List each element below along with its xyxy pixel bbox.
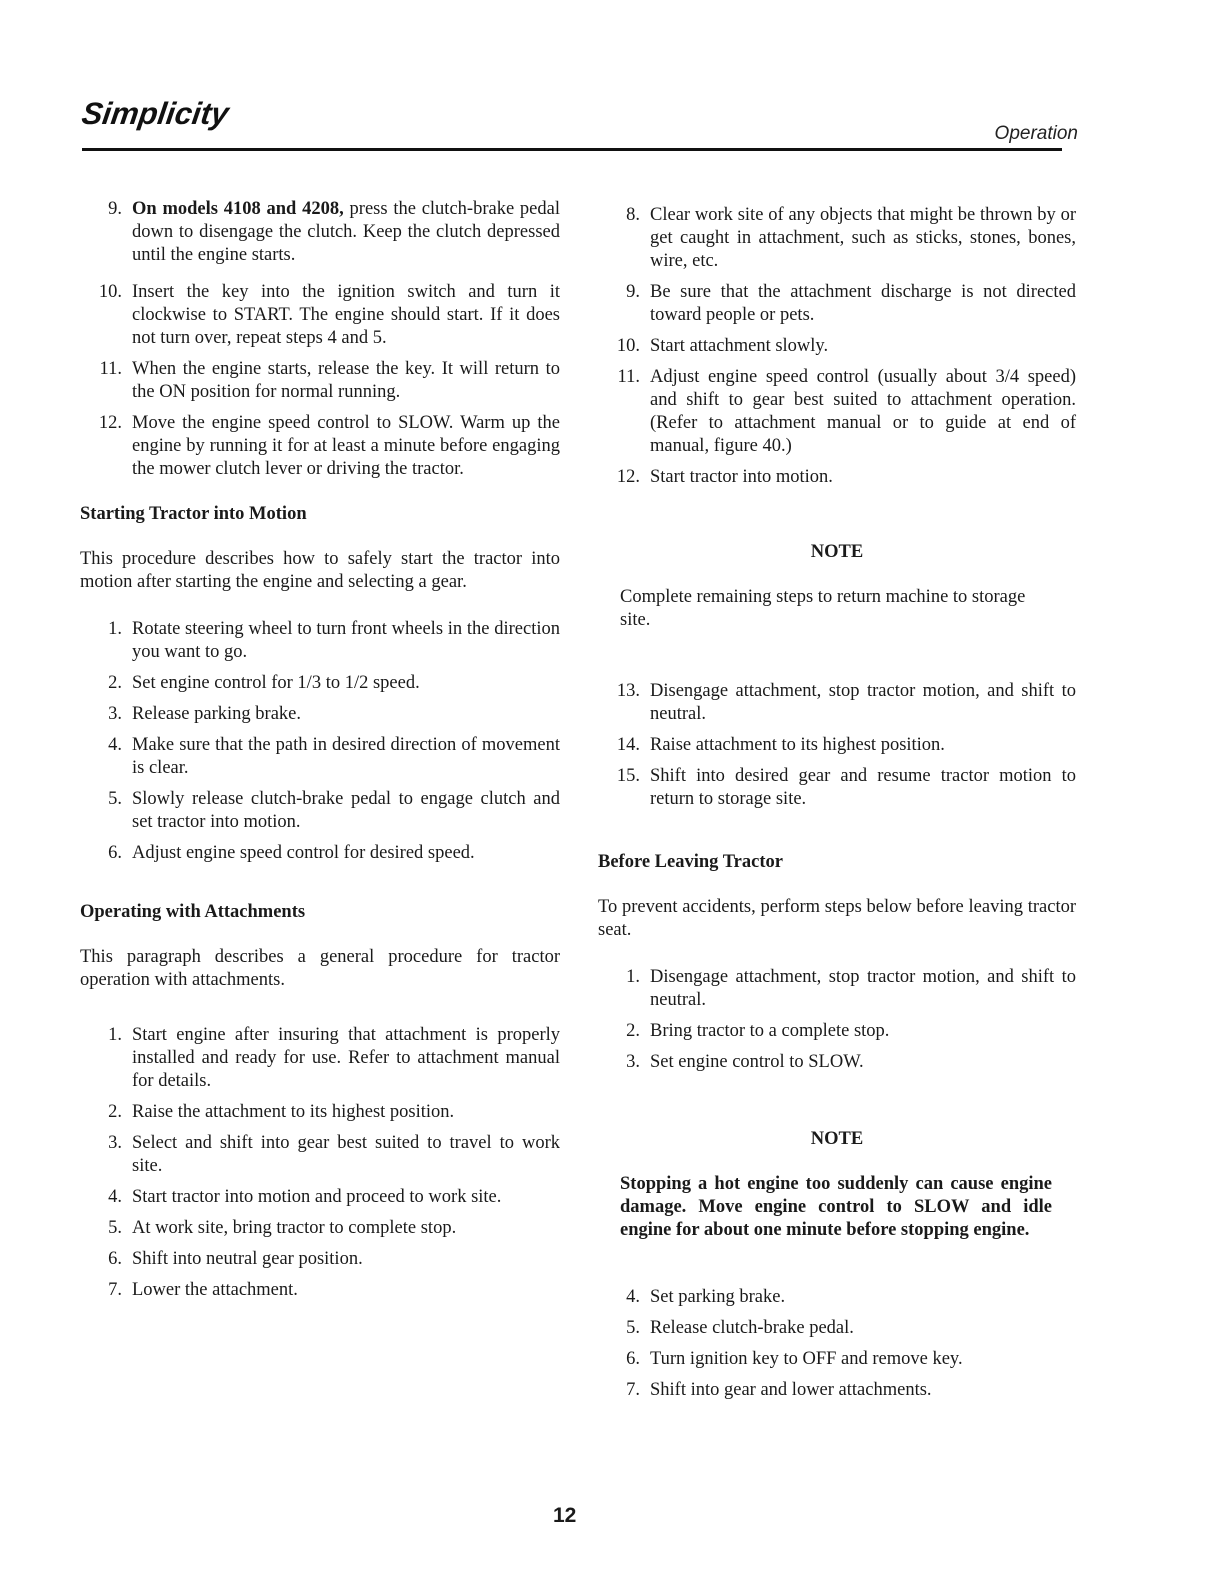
step-number: 11. (617, 367, 640, 387)
note-text: Complete remaining steps to return machine to storage site. (620, 587, 1026, 630)
step-text: Adjust engine speed control for desired speed. (132, 843, 475, 863)
step-number: 6. (108, 843, 122, 863)
attachment-steps-list (80, 1024, 560, 1302)
step-number: 5. (626, 1318, 640, 1338)
step-text: Set engine control to SLOW. (650, 1052, 864, 1072)
leaving-heading: Before Leaving Tractor (598, 852, 783, 872)
leaving-steps-list-continued (598, 1286, 1076, 1402)
step-number: 12. (616, 467, 640, 487)
list-item (80, 672, 560, 695)
list-item (80, 1186, 560, 1209)
step-number: 15. (616, 766, 640, 786)
motion-heading: Starting Tractor into Motion (80, 504, 307, 524)
note-label: NOTE (810, 1129, 864, 1149)
step-number: 3. (108, 1133, 122, 1153)
right-column (598, 204, 1076, 1410)
step-text: Disengage attachment, stop tractor motion, and shift to neutral. (650, 967, 1076, 1010)
step-body: press the clutch-brake pedal down to disengage the clutch. Keep the clutch depressed until the engine starts. (132, 199, 560, 265)
step-text: Raise the attachment to its highest position. (132, 1102, 455, 1122)
step-number: 4. (626, 1287, 640, 1307)
step-number: 9. (626, 282, 640, 302)
motion-steps-list (80, 618, 560, 865)
step-number: 4. (108, 1187, 122, 1207)
step-text: Shift into desired gear and resume tractor motion to return to storage site. (650, 766, 1076, 809)
left-column (80, 198, 560, 1310)
step-text: Set parking brake. (650, 1287, 786, 1307)
step-text: Start tractor into motion. (650, 467, 833, 487)
list-item (598, 680, 1076, 726)
leaving-intro: To prevent accidents, perform steps below before leaving tractor seat. (598, 897, 1076, 940)
step-text: Make sure that the path in desired direction of movement is clear. (132, 735, 560, 778)
step-number: 10. (616, 336, 640, 356)
step-text: Bring tractor to a complete stop. (650, 1021, 890, 1041)
step-lead: On models 4108 and 4208, (132, 199, 344, 219)
step-text: Slowly release clutch-brake pedal to engage clutch and set tractor into motion. (132, 789, 560, 832)
list-item (80, 1248, 560, 1271)
list-item (598, 1317, 1076, 1340)
step-number: 12. (98, 413, 122, 433)
list-item (598, 366, 1076, 458)
list-item (598, 734, 1076, 757)
list-item (80, 842, 560, 865)
step-text: Start tractor into motion and proceed to work site. (132, 1187, 502, 1207)
step-text: At work site, bring tractor to complete stop. (132, 1218, 457, 1238)
step-number: 3. (626, 1052, 640, 1072)
step-number: 8. (626, 205, 640, 225)
header-rule (82, 148, 1062, 151)
list-item (80, 703, 560, 726)
step-number: 3. (108, 704, 122, 724)
step-text: Clear work site of any objects that might be thrown by or get caught in attachment, such as sticks, stones, bones, wire, etc. (650, 205, 1076, 271)
step-number: 5. (108, 1218, 122, 1238)
step-text: Set engine control for 1/3 to 1/2 speed. (132, 673, 420, 693)
brand-logo: Simplicity (79, 96, 231, 131)
attachment-steps-continued (598, 204, 1076, 489)
return-steps-list (598, 680, 1076, 811)
note-text: Stopping a hot engine too suddenly can cause engine damage. Move engine control to SLOW and idle engine for about one minute before stopping engine. (620, 1174, 1052, 1240)
page-number: 12 (553, 1504, 577, 1527)
step-number: 7. (626, 1380, 640, 1400)
list-item (598, 466, 1076, 489)
step-text: Rotate steering wheel to turn front wheels in the direction you want to go. (132, 619, 560, 662)
leaving-steps-list (598, 966, 1076, 1074)
motion-intro: This procedure describes how to safely start the tractor into motion after starting the engine and selecting a gear. (80, 549, 560, 592)
list-item (80, 412, 560, 481)
list-item (598, 1379, 1076, 1402)
step-text: Release parking brake. (132, 704, 301, 724)
step-text: Lower the attachment. (132, 1280, 298, 1300)
step-number: 2. (108, 673, 122, 693)
step-text: Turn ignition key to OFF and remove key. (650, 1349, 963, 1369)
list-item (598, 765, 1076, 811)
step-text: Release clutch-brake pedal. (650, 1318, 854, 1338)
step-text: Insert the key into the ignition switch and turn it clockwise to START. The engine should start. If it does not turn over, repeat steps 4 and 5. (132, 282, 560, 348)
list-item (80, 1101, 560, 1124)
step-text: Start attachment slowly. (650, 336, 829, 356)
step-number: 7. (108, 1280, 122, 1300)
list-item (80, 281, 560, 350)
list-item (598, 204, 1076, 273)
list-item (80, 788, 560, 834)
step-number: 1. (108, 619, 122, 639)
step-text: Shift into gear and lower attachments. (650, 1380, 932, 1400)
step-number: 14. (616, 735, 640, 755)
list-item (80, 734, 560, 780)
engine-steps-list (80, 198, 560, 481)
list-item (80, 1024, 560, 1093)
attachments-heading: Operating with Attachments (80, 902, 306, 922)
list-item (598, 1020, 1076, 1043)
step-number: 4. (108, 735, 122, 755)
list-item (598, 1286, 1076, 1309)
step-number: 10. (98, 282, 122, 302)
step-number: 11. (99, 359, 122, 379)
step-number: 1. (108, 1025, 122, 1045)
list-item (598, 281, 1076, 327)
step-number: 5. (108, 789, 122, 809)
step-text (132, 198, 560, 267)
note-label: NOTE (810, 542, 864, 562)
step-number: 2. (108, 1102, 122, 1122)
step-text: Move the engine speed control to SLOW. Warm up the engine by running it for at least a minute before engaging the mower clutch lever or driving the tractor. (132, 413, 560, 479)
step-text: Disengage attachment, stop tractor motion, and shift to neutral. (650, 681, 1076, 724)
step-number: 6. (626, 1349, 640, 1369)
step-number: 1. (626, 967, 640, 987)
step-number: 6. (108, 1249, 122, 1269)
step-text: Be sure that the attachment discharge is not directed toward people or pets. (650, 282, 1076, 325)
list-item (598, 1348, 1076, 1371)
step-text: Raise attachment to its highest position. (650, 735, 945, 755)
section-title: Operation (994, 123, 1078, 144)
list-item (80, 618, 560, 664)
list-item (80, 1279, 560, 1302)
step-text: Select and shift into gear best suited to travel to work site. (132, 1133, 560, 1176)
step-text: Adjust engine speed control (usually about 3/4 speed) and shift to gear best suited to attachment operation. (Refer to attachment manual or to guide at end of manual, figure 40.) (650, 367, 1076, 456)
step-number: 2. (626, 1021, 640, 1041)
step-number: 13. (616, 681, 640, 701)
list-item (80, 1132, 560, 1178)
step-text: When the engine starts, release the key. It will return to the ON position for normal running. (132, 359, 560, 402)
list-item (598, 1051, 1076, 1074)
list-item (80, 198, 560, 267)
attachments-intro: This paragraph describes a general procedure for tractor operation with attachments. (80, 947, 560, 990)
list-item (598, 335, 1076, 358)
list-item (598, 966, 1076, 1012)
step-text: Shift into neutral gear position. (132, 1249, 363, 1269)
step-number: 9. (108, 199, 122, 219)
list-item (80, 358, 560, 404)
step-text: Start engine after insuring that attachment is properly installed and ready for use. Refer to attachment manual for details. (132, 1025, 560, 1091)
list-item (80, 1217, 560, 1240)
